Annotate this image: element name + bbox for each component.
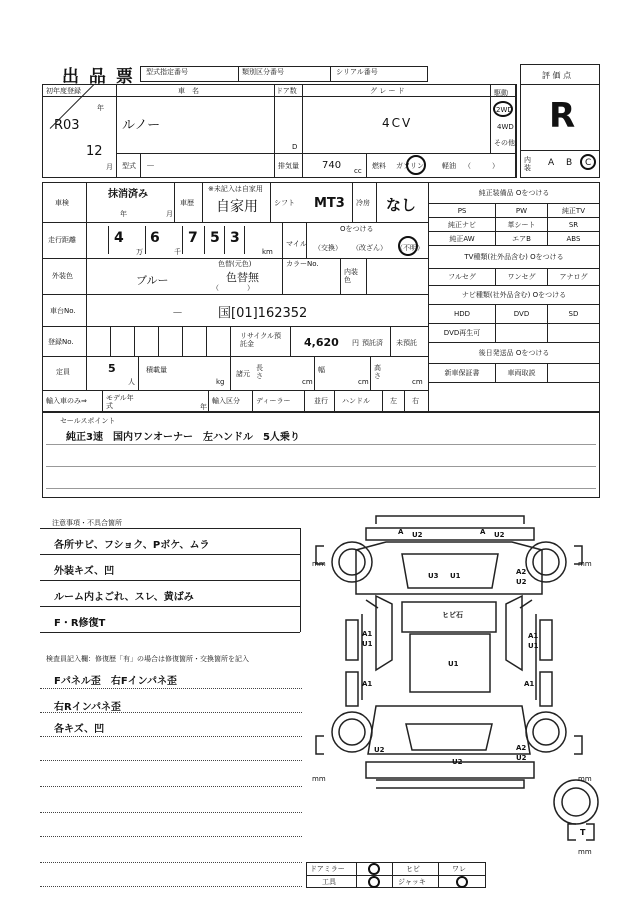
history-value: 自家用 — [216, 199, 258, 215]
crack-label: ヒビ — [406, 865, 420, 873]
recycle-unit: 円 — [352, 339, 359, 347]
mark-rear-left-u2: U2 — [374, 746, 385, 754]
color-no-label: カラーNo. — [286, 260, 319, 268]
width-unit: cm — [358, 378, 369, 386]
displacement-unit: cc — [354, 167, 362, 175]
equip-pw: PW — [496, 204, 548, 218]
interior-c-circle — [580, 154, 596, 170]
ac-value: なし — [386, 196, 417, 214]
mileage-digit-2: 6 — [150, 230, 160, 246]
tyre-rear-left — [332, 712, 372, 752]
warranty-book: 新車保証書 — [429, 364, 496, 383]
tv-title: TV種類(社外品含む) Oをつける — [429, 246, 600, 269]
first-reg-label: 初年度登録 — [46, 87, 81, 95]
interior-color-label: 内装色 — [344, 268, 358, 284]
mileage-km: km — [262, 248, 273, 256]
mark-right-u1: U1 — [528, 642, 539, 650]
repaint-label: 色替(元色) — [218, 260, 252, 268]
mileage-digit-4: 5 — [210, 230, 220, 246]
chassis-dash: － — [172, 306, 183, 319]
navi-sd: SD — [547, 305, 599, 324]
tool-label: 工具 — [322, 878, 336, 886]
load-label: 積載量 — [146, 366, 167, 374]
handle-label: ハンドル — [342, 397, 370, 405]
repaint-value: 色替無 — [226, 271, 259, 284]
mileage-sen: 千 — [174, 248, 181, 256]
shift-label: シフト — [274, 199, 295, 207]
grade-label: グ レ ー ド — [370, 87, 405, 95]
tool-circle — [368, 876, 380, 888]
mm-front-right: mm — [578, 560, 592, 568]
model-year-unit: 年 — [200, 403, 207, 411]
equipment-table — [428, 182, 600, 383]
door-value: D — [292, 143, 298, 151]
mark-left-a1: A1 — [362, 630, 373, 638]
mark-fender-u2: U2 — [516, 578, 527, 586]
load-unit: kg — [216, 378, 225, 386]
navi-hdd: HDD — [429, 305, 496, 324]
mileage-modified: （改ざん） — [352, 244, 387, 252]
handle-left: 左 — [390, 397, 397, 405]
sales-point-label: セールスポイント — [60, 417, 116, 425]
break-label: ワレ — [452, 865, 466, 873]
model-value: － — [146, 162, 156, 172]
serial-label: シリアル番号 — [336, 68, 378, 76]
fuel-gasoline: ガソリン — [396, 162, 424, 170]
equip-sr: SR — [547, 218, 599, 232]
chassis-number: 国[01]162352 — [218, 306, 308, 321]
mm-rear-right: mm — [578, 775, 592, 783]
fuel-diesel: 軽油 — [442, 162, 456, 170]
exterior-color-label: 外装色 — [52, 272, 73, 280]
year-unit: 年 — [97, 104, 104, 112]
height-unit: cm — [412, 378, 423, 386]
mark-hood-u1: U1 — [450, 572, 461, 580]
navi-dvd: DVD — [496, 305, 548, 324]
mileage-digit-1: 4 — [114, 230, 124, 246]
drive-other: その他 — [494, 139, 515, 147]
mark-rear-right-a2: A2 — [516, 744, 527, 752]
height-label: 高さ — [374, 364, 381, 380]
inspector-line-3: 各キズ、凹 — [54, 724, 105, 735]
mark-front-a-right: A — [480, 528, 486, 536]
equip-ps: PS — [429, 204, 496, 218]
import-cat-label: 輸入区分 — [212, 397, 240, 405]
model-label: 型式 — [122, 162, 136, 170]
interior-label: 内装 — [524, 156, 531, 172]
recycle-label: リサイクル預託金 — [240, 332, 282, 348]
grade-value: 4CV — [382, 116, 413, 130]
capacity-value: 5 — [108, 362, 116, 375]
type-designation-label: 型式指定番号 — [146, 68, 188, 76]
evaluation-label: 評 価 点 — [542, 71, 572, 80]
dvd-play: DVD再生可 — [429, 324, 496, 343]
page-title: 出 品 票 — [62, 67, 135, 87]
import-label: 輸入車のみ⇒ — [46, 397, 87, 405]
caution-line-1: 各所サビ、フショク、Pボケ、ムラ — [54, 540, 210, 551]
tv-oneseg: ワンセグ — [496, 269, 548, 286]
evaluation-score: R — [549, 96, 576, 136]
inspector-line-1: Fパネル歪 右Fインパネ歪 — [54, 676, 177, 687]
displacement-label: 排気量 — [278, 162, 299, 170]
caution-line-4: F・R修復T — [54, 618, 106, 629]
capacity-unit: 人 — [128, 378, 135, 386]
equip-airbag: エアB — [496, 232, 548, 246]
spare-t-label: T — [580, 828, 586, 837]
month-unit: 月 — [106, 163, 113, 171]
equip-navi: 純正ナビ — [429, 218, 496, 232]
mileage-unknown: （不明） — [396, 244, 424, 252]
mileage-digit-5: 3 — [230, 230, 240, 246]
import-dealer: ディーラー — [256, 397, 291, 405]
mark-front-u2-right: U2 — [494, 531, 505, 539]
interior-b: B — [566, 158, 573, 168]
drive-4wd: 4WD — [497, 123, 514, 131]
inspection-month: 月 — [166, 210, 173, 218]
recycle-not: 未預託 — [396, 339, 417, 347]
interior-a: A — [548, 158, 555, 168]
shift-value: MT3 — [314, 196, 345, 211]
fuel-other: （ ） — [464, 162, 499, 170]
mark-fender-a2: A2 — [516, 568, 527, 576]
repaint-original: （ ） — [212, 284, 254, 292]
tv-fullseg: フルセグ — [429, 269, 496, 286]
displacement-value: 740 — [322, 160, 342, 171]
interior-c: C — [585, 158, 592, 168]
mileage-circle-note: Oをつける — [340, 225, 374, 233]
import-parallel: 並行 — [314, 397, 328, 405]
model-year-label: モデル年式 — [106, 394, 134, 410]
mark-hood-u3: U3 — [428, 572, 439, 580]
length-unit: cm — [302, 378, 313, 386]
mark-rear-right-u2: U2 — [516, 754, 527, 762]
inspector-line-2: 右Rインパネ歪 — [54, 702, 122, 713]
mark-front-a-left: A — [398, 528, 404, 536]
later-title: 後日発送品 Oをつける — [429, 343, 600, 364]
inspection-label: 車検 — [55, 199, 69, 207]
exterior-color-value: ブルー — [136, 274, 169, 287]
door-label: ドア数 — [276, 87, 297, 95]
drive-2wd: 2WD — [496, 106, 513, 114]
mark-right-rear-a1: A1 — [524, 680, 535, 688]
spare-tyre — [554, 780, 598, 824]
caution-line-3: ルーム内よごれ、スレ、黄ばみ — [54, 592, 194, 603]
mileage-label: 走行距離 — [48, 236, 76, 244]
fuel-gasoline-circle — [406, 155, 426, 175]
navi-title: ナビ種類(社外品含む) Oをつける — [429, 286, 600, 305]
mileage-digit-3: 7 — [188, 230, 198, 246]
inspection-value: 抹消済み — [108, 189, 148, 200]
history-label: 車歴 — [180, 199, 194, 207]
tv-analog: アナログ — [547, 269, 599, 286]
handle-right: 右 — [412, 397, 419, 405]
length-label: 長さ — [256, 364, 263, 380]
equip-aw: 純正AW — [429, 232, 496, 246]
caution-label: 注意事項・不具合箇所 — [52, 519, 122, 527]
fuel-label: 燃料 — [372, 162, 386, 170]
mark-front-u2-left: U2 — [412, 531, 423, 539]
mm-spare: mm — [578, 848, 592, 856]
mileage-man: 万 — [136, 248, 143, 256]
mark-right-a1: A1 — [528, 632, 539, 640]
mileage-unknown-circle — [398, 236, 418, 256]
recycle-deposited: 預託済 — [362, 339, 383, 347]
history-note: ※未記入は自家用 — [208, 185, 263, 193]
mm-rear-left: mm — [312, 775, 326, 783]
car-name: ルノー — [122, 118, 161, 133]
equip-tv: 純正TV — [547, 204, 599, 218]
reg-no-label: 登録No. — [48, 338, 74, 346]
jack-label: ジャッキ — [398, 878, 426, 886]
equip-leather: 革シート — [496, 218, 548, 232]
category-label: 類別区分番号 — [242, 68, 284, 76]
mark-left-rear-a1: A1 — [362, 680, 373, 688]
sales-point-box — [42, 412, 600, 498]
genuine-title: 純正装備品 Oをつける — [429, 183, 600, 204]
mm-front-left: mm — [312, 560, 326, 568]
first-reg-year: R03 — [54, 118, 80, 133]
mark-left-u1: U1 — [362, 640, 373, 648]
car-name-label: 車 名 — [178, 87, 199, 95]
recycle-amount: 4,620 — [304, 336, 339, 349]
first-reg-month: 12 — [86, 144, 103, 159]
width-label: 幅 — [318, 366, 325, 374]
ac-label: 冷房 — [356, 199, 370, 207]
sales-point-text: 純正3速 国内ワンオーナー 左ハンドル 5人乗り — [66, 432, 300, 443]
chassis-label: 車台No. — [50, 307, 76, 315]
caution-line-2: 外装キズ、凹 — [54, 566, 115, 577]
jack-circle — [456, 876, 468, 888]
drive-label: 駆動 — [494, 89, 508, 97]
car-damage-diagram — [306, 510, 606, 850]
inspection-year: 年 — [120, 210, 127, 218]
mirror-circle — [368, 863, 380, 875]
capacity-label: 定員 — [56, 368, 70, 376]
mile-label: マイル — [286, 240, 307, 248]
drive-2wd-circle — [493, 101, 513, 117]
mark-rear-u2: U2 — [452, 758, 463, 766]
inspector-label: 検査員記入欄：修復歴「有」の場合は修復箇所・交換箇所を記入 — [46, 655, 249, 663]
mark-roof-u1: U1 — [448, 660, 459, 668]
tyre-rear-right — [526, 712, 566, 752]
manual-book: 車両取説 — [496, 364, 548, 383]
dimensions-label: 諸元 — [236, 370, 250, 378]
mirror-label: ドアミラー — [310, 865, 345, 873]
mark-windshield-chip: ヒビ石 — [442, 611, 463, 619]
mileage-swap: （交換） — [314, 244, 342, 252]
equip-abs: ABS — [547, 232, 599, 246]
